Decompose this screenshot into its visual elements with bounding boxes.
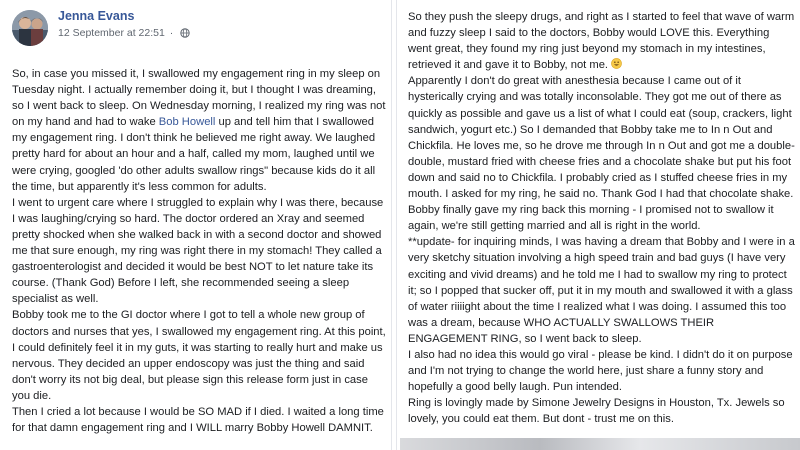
avatar-photo-icon <box>12 10 48 46</box>
paragraph-6: Apparently I don't do great with anesthesia because I came out of it hysterically crying and was totally inconsolable. They got me out of there as quickly as possible and gave us a list of what I could eat (soup, crackers, light sandwich, yogurt etc.) So I demanded that Bobby take me to In n Out and Chickfila. He loves me, so he drove me through In n Out and got me a double-double, mustard fried with cheese fries and a chocolate shake but put his foot down and said no to Chickfila. I probably cried as I stuffed cheese fries in my mouth. I asked for my ring, he said no. Thank God I had that chocolate shake. <box>408 75 795 201</box>
paragraph-3: Bobby took me to the GI doctor where I got to tell a whole new group of doctors and nurses that yes, I swallowed my engagement ring. At this point, I could definitely feel it in my guts, it was starting to really hurt and make us nervous. They decided an upper endoscopy was just the thing and said don't worry its not big deal, but please sign this release form just in case you die. <box>12 309 386 402</box>
paragraph-1-text: So, in case you missed it, I swallowed my engagement ring in my sleep on Tuesday night. I actually remember doing it, but I thought I was dreaming, so I went back to sleep. On Wednesday morning, I realized my ring was not on my hand and had to wake <box>12 68 386 129</box>
paragraph-7: Bobby finally gave my ring back this morning - I promised not to swallow it again, we're still getting married and all is right in the world. <box>408 204 774 233</box>
meta-separator: · <box>169 27 174 39</box>
post-body-right <box>408 9 796 427</box>
paragraph-4: Then I cried a lot because I would be SO MAD if I died. I waited a long time for that damn engagement ring and I WILL marry Bobby Howell DAMNIT. <box>12 405 384 435</box>
post-panel-left <box>0 0 392 450</box>
paragraph-1 <box>12 66 388 195</box>
post-header <box>8 6 388 52</box>
cropped-image-strip <box>400 438 800 450</box>
post-timestamp[interactable]: 12 September at 22:51 <box>58 27 165 39</box>
paragraph-10: Ring is lovingly made by Simone Jewelry Designs in Houston, Tx. Jewels so lovely, you could eat them. But dont - trust me on this. <box>408 397 785 426</box>
paragraph-5 <box>408 9 796 73</box>
tagged-user-link[interactable]: Bob Howell <box>158 116 216 129</box>
paragraph-1-rest: up and tell him that I swallowed my engagement ring. I don't think he believed me right away. We laughed pretty hard for about an hour and a half, called my mom, laughed until we were crying, googled 'do other adults swallow rings" because kids do it all the time, but apparently it's less common for adults. <box>12 116 376 193</box>
paragraph-8: **update- for inquiring minds, I was having a dream that Bobby and I were in a very sketchy situation involving a high speed train and bad guys (I have very exciting and vivid dreams) and he told me I had to swallow my ring to protect it; so I popped that sucker off, put it in my mouth and swallowed it with a glass of water riiiight about the time I realized what I was doing. I assumed this too was a dream, because WHO ACTUALLY SWALLOWS THEIR ENGAGEMENT RING, so I went back to sleep. <box>408 236 795 345</box>
avatar[interactable] <box>12 10 48 46</box>
paragraph-5-text: So they push the sleepy drugs, and right as I started to feel that wave of warm and fuzzy sleep I said to the doctors, Bobby would LOVE this. Everything went great, they found my ring just beyond my stomach in my intestines, retrieved it and gave it to Bobby, not me. <box>408 11 795 72</box>
post-body-left <box>12 66 388 436</box>
globe-icon[interactable] <box>180 28 190 38</box>
post-meta <box>58 27 190 39</box>
grinning-face-emoji-icon <box>611 58 622 69</box>
paragraph-2: I went to urgent care where I struggled to explain why I was there, because I was laughing/crying so hard. The doctor ordered an Xray and seemed pretty shocked when she walked back in with a second doctor and showed me that sure enough, my ring was right there in my stomach! They called a gastroenterologist and decided it would be best NOT to let nature take its course. (Thank God) Before I left, she recommended seeing a sleep specialist as well. <box>12 196 384 306</box>
author-name[interactable]: Jenna Evans <box>58 9 135 23</box>
paragraph-9: I also had no idea this would go viral - please be kind. I didn't do it on purpose and I'm not trying to change the world here, just share a funny story and hopefully a good belly laugh. Pun intended. <box>408 348 793 394</box>
